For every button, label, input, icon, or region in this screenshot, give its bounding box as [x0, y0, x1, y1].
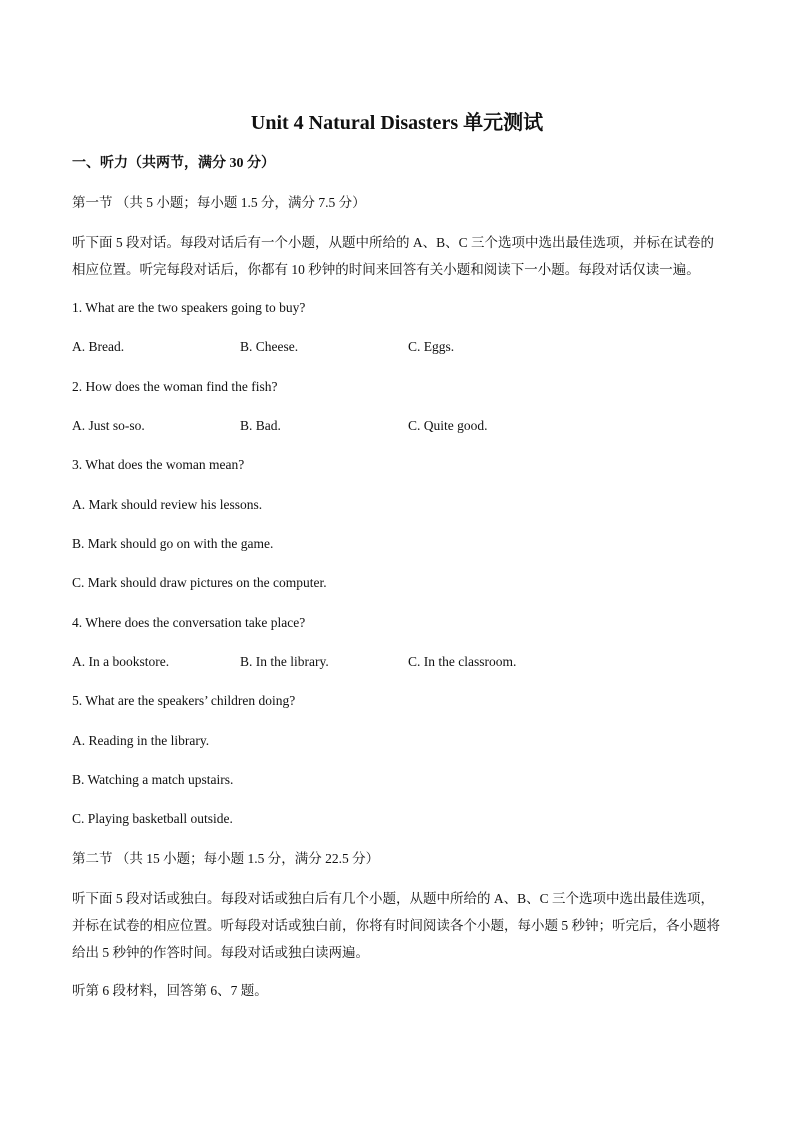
question-2: 2. How does the woman find the fish? — [72, 379, 278, 394]
part2-instructions: 听下面 5 段对话或独白。每段对话或独白后有几个小题，从题中所给的 A、B、C 三个选项中选出最佳选项，并标在试卷的相应位置。听每段对话或独白前，你将有时间阅读各个小题，每小题 5 秒钟；听完后，各小题将给出 5 秒钟的作答时间。每段对话或独白读两遍。 — [72, 891, 720, 960]
question-4: 4. Where does the conversation take place? — [72, 615, 306, 630]
question-5-option-b: B. Watching a match upstairs. — [72, 772, 234, 787]
question-2-option-c: C. Quite good. — [408, 418, 488, 433]
question-1-option-c: C. Eggs. — [408, 339, 455, 354]
question-1: 1. What are the two speakers going to buy? — [72, 300, 306, 315]
question-5-option-a: A. Reading in the library. — [72, 733, 210, 748]
question-2-option-a: A. Just so-so. — [72, 418, 145, 433]
question-2-option-b: B. Bad. — [240, 418, 281, 433]
question-1-option-a: A. Bread. — [72, 339, 125, 354]
question-3: 3. What does the woman mean? — [72, 457, 245, 472]
question-4-option-c: C. In the classroom. — [408, 654, 517, 669]
part1-instructions: 听下面 5 段对话。每段对话后有一个小题，从题中所给的 A、B、C 三个选项中选出最佳选项，并标在试卷的相应位置。听完每段对话后，你都有 10 秒钟的时间来回答有关小题和阅读下一小题。每段对话仅读一遍。 — [72, 235, 715, 277]
question-3-option-c: C. Mark should draw pictures on the computer. — [72, 575, 327, 590]
part1-heading: 第一节 （共 5 小题；每小题 1.5 分，满分 7.5 分） — [72, 195, 366, 210]
question-5-option-c: C. Playing basketball outside. — [72, 811, 233, 826]
question-3-option-b: B. Mark should go on with the game. — [72, 536, 274, 551]
question-4-option-a: A. In a bookstore. — [72, 654, 170, 669]
material-6-instruction: 听第 6 段材料，回答第 6、7 题。 — [72, 983, 268, 998]
section-heading: 一、听力（共两节，满分 30 分） — [72, 156, 275, 171]
part2-heading: 第二节 （共 15 小题；每小题 1.5 分，满分 22.5 分） — [72, 851, 380, 866]
page-title: Unit 4 Natural Disasters 单元测试 — [250, 112, 544, 134]
question-1-option-b: B. Cheese. — [240, 339, 299, 354]
question-3-option-a: A. Mark should review his lessons. — [72, 497, 263, 512]
question-4-option-b: B. In the library. — [240, 654, 329, 669]
question-5: 5. What are the speakers’ children doing? — [72, 693, 296, 708]
